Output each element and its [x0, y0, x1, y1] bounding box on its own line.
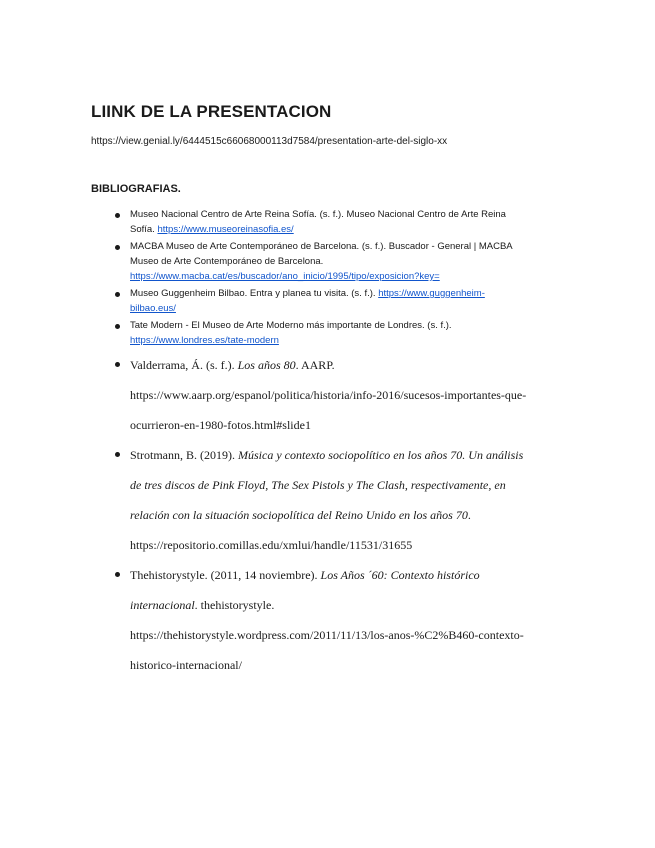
bibliography-heading: BIBLIOGRAFIAS. — [91, 183, 181, 195]
presentation-link[interactable]: https://view.genial.ly/6444515c66068000113d7584/presentation-arte-del-siglo-xx — [91, 136, 448, 147]
bullet-icon — [115, 572, 120, 577]
reference-text: Sofía. — [130, 224, 158, 235]
reference-text: Tate Modern - El Museo de Arte Moderno más importante de Londres. (s. f.). — [130, 320, 452, 331]
reference-punctuation: . — [467, 508, 471, 522]
reference-title: Los años 80 — [237, 358, 296, 372]
reference-title-continued: internacional — [130, 598, 195, 612]
reference-url-continued: ocurrieron-en-1980-fotos.html#slide1 — [130, 418, 311, 432]
bullet-icon — [115, 452, 120, 457]
reference-url-continued: historico-internacional/ — [130, 658, 242, 672]
page-title: LIINK DE LA PRESENTACION — [91, 102, 332, 121]
reference-guggenheim — [130, 286, 560, 316]
bullet-icon — [115, 324, 120, 329]
reference-publisher: . thehistorystyle. — [194, 598, 275, 612]
reference-url: https://repositorio.comillas.edu/xmlui/handle/11531/31655 — [130, 538, 413, 552]
reference-title-continued: de tres discos de Pink Floyd, The Sex Pistols y The Clash, respectivamente, en — [130, 478, 506, 492]
reference-text: Museo Nacional Centro de Arte Reina Sofía. (s. f.). Museo Nacional Centro de Arte Reina — [130, 209, 506, 220]
reference-text: MACBA Museo de Arte Contemporáneo de Barcelona. (s. f.). Buscador - General | MACBA — [130, 241, 513, 252]
reference-valderrama — [130, 350, 560, 440]
reference-author: Valderrama, Á. (s. f.). — [130, 358, 238, 372]
reference-publisher: . AARP. — [295, 358, 335, 372]
reference-link[interactable]: https://www.guggenheim- — [378, 288, 485, 299]
reference-tate — [130, 318, 560, 348]
reference-title: Música y contexto sociopolítico en los años 70. Un análisis — [238, 448, 524, 462]
reference-reina-sofia — [130, 207, 560, 237]
reference-link-continued[interactable]: bilbao.eus/ — [130, 303, 176, 314]
reference-link[interactable]: https://www.londres.es/tate-modern — [130, 335, 279, 346]
reference-title: Los Años ´60: Contexto histórico — [320, 568, 480, 582]
reference-title-continued: relación con la situación sociopolítica del Reino Unido en los años 70 — [130, 508, 468, 522]
reference-author: Strotmann, B. (2019). — [130, 448, 238, 462]
bullet-icon — [115, 245, 120, 250]
bullet-icon — [115, 292, 120, 297]
reference-historystyle — [130, 560, 560, 680]
reference-link[interactable]: https://www.museoreinasofia.es/ — [157, 224, 294, 235]
reference-link[interactable]: https://www.macba.cat/es/buscador/ano_inicio/1995/tipo/exposicion?key= — [130, 271, 440, 282]
reference-url: https://www.aarp.org/espanol/politica/historia/info-2016/sucesos-importantes-que- — [130, 388, 527, 402]
bullet-icon — [115, 213, 120, 218]
reference-author: Thehistorystyle. (2011, 14 noviembre). — [130, 568, 321, 582]
reference-text: Museo Guggenheim Bilbao. Entra y planea tu visita. (s. f.). — [130, 288, 379, 299]
bullet-icon — [115, 362, 120, 367]
reference-url: https://thehistorystyle.wordpress.com/2011/11/13/los-anos-%C2%B460-contexto- — [130, 628, 524, 642]
reference-strotmann — [130, 440, 560, 560]
reference-text: Museo de Arte Contemporáneo de Barcelona. — [130, 256, 324, 267]
reference-macba — [130, 239, 560, 284]
